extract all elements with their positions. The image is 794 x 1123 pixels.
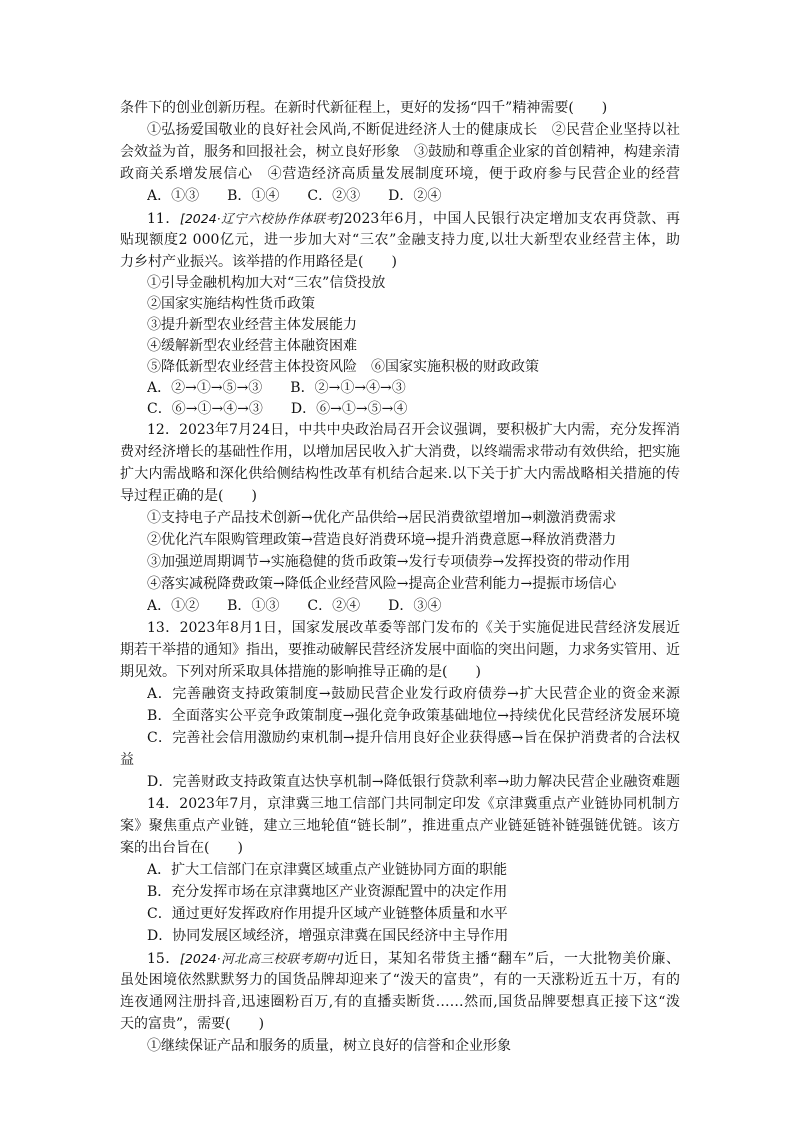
q12-item: ②优化汽车限购管理政策→营造良好消费环境→提升消费意愿→释放消费潜力 bbox=[147, 532, 617, 548]
q15-stem-line bbox=[147, 948, 680, 969]
q12-stem-line: 12．2023年7月24日，中共中央政治局召开会议强调，要积极扩大内需，充分发挥消 bbox=[147, 422, 680, 438]
q15-stem-text: 近日，某知名带货主播“翻车”后，一大批物美价廉、 bbox=[343, 951, 680, 967]
q14-option-a: A．扩大工信部门在京津冀区域重点产业链协同方面的职能 bbox=[147, 862, 508, 878]
q11-stem-line bbox=[147, 208, 680, 229]
q13-option-c-cont: 益 bbox=[120, 752, 134, 768]
q15-stem-line: 连夜通网注册抖音,迅速圈粉百万,有的直播卖断货……然而,国货品牌要想真正接下这“泼 bbox=[120, 994, 680, 1010]
q11-item: ②国家实施结构性货币政策 bbox=[147, 296, 315, 312]
q13-option-d: D．完善财政支持政策直达快享机制→降低银行贷款利率→助力解决民营企业融资难题 bbox=[147, 774, 680, 790]
q11-stem-line: 贴现额度2 000亿元，进一步加大对“三农”金融支持力度,以壮大新型农业经营主体，助 bbox=[120, 232, 680, 248]
q12-item: ①支持电子产品技术创新→优化产品供给→居民消费欲望增加→刺激消费需求 bbox=[147, 510, 617, 526]
q10-option-line: 会效益为首，服务和回报社会，树立良好形象 ③鼓励和尊重企业家的首创精神，构建亲清 bbox=[120, 144, 680, 160]
q11-number: 11． bbox=[147, 211, 180, 227]
q11-item: ①引导金融机构加大对“三农”信贷投放 bbox=[147, 275, 386, 291]
q11-item: ③提升新型农业经营主体发展能力 bbox=[147, 317, 357, 333]
q13-stem-line: 期若干举措的通知》指出，要推动破解民营经济发展中面临的突出问题，力求务实管用、近 bbox=[120, 642, 680, 658]
q15-stem-line: 天的富贵”，需要( ) bbox=[120, 1016, 265, 1032]
q11-source-tag: [2024·辽宁六校协作体联考] bbox=[179, 211, 344, 226]
q11-item: ⑤降低新型农业经营主体投资风险 ⑥国家实施积极的财政政策 bbox=[147, 359, 539, 375]
q14-option-c: C．通过更好发挥政府作用提升区域产业链整体质量和水平 bbox=[147, 906, 508, 922]
q14-option-d: D．协同发展区域经济，增强京津冀在国民经济中主导作用 bbox=[147, 928, 509, 944]
q10-choices: A．①③ B．①④ C．②③ D．②④ bbox=[147, 188, 442, 204]
q11-choices: A．②→①→⑤→③ B．②→①→④→③ bbox=[147, 380, 406, 396]
q11-item: ④缓解新型农业经营主体融资困难 bbox=[147, 338, 357, 354]
q14-stem-line: 14．2023年7月，京津冀三地工信部门共同制定印发《京津冀重点产业链协同机制方 bbox=[147, 796, 680, 812]
q12-item: ④落实减税降费政策→降低企业经营风险→提高企业营利能力→提振市场信心 bbox=[147, 576, 617, 592]
q12-item: ③加强逆周期调节→实施稳健的货币政策→发行专项债券→发挥投资的带动作用 bbox=[147, 554, 631, 570]
q10-option-line: 政商关系增发展信心 ④营造经济高质量发展制度环境，便于政府参与民营企业的经营 bbox=[120, 166, 680, 182]
q13-option-c: C．完善社会信用激励约束机制→提升信用良好企业获得感→旨在保护消费者的合法权 bbox=[147, 730, 680, 746]
q15-item: ①继续保证产品和服务的质量，树立良好的信誉和企业形象 bbox=[147, 1038, 511, 1054]
q14-stem-line: 案的出台旨在( ) bbox=[120, 840, 243, 856]
q15-stem-line: 虽处困境依然默默努力的国货品牌却迎来了“泼天的富贵”，有的一天涨粉近五十万，有的 bbox=[120, 972, 680, 988]
q12-stem-line: 导过程正确的是( ) bbox=[120, 488, 257, 504]
q12-choices: A．①② B．①③ C．②④ D．③④ bbox=[147, 598, 442, 614]
q11-stem-text: 2023年6月，中国人民银行决定增加支农再贷款、再 bbox=[343, 211, 680, 227]
q13-option-a: A．完善融资支持政策制度→鼓励民营企业发行政府债券→扩大民营企业的资金来源 bbox=[147, 686, 680, 702]
q14-stem-line: 案》聚焦重点产业链，建立三地轮值“链长制”，推进重点产业链延链补链强链优链。该方 bbox=[120, 818, 680, 834]
q13-stem-line: 13．2023年8月1日，国家发展改革委等部门发布的《关于实施促进民营经济发展近 bbox=[147, 620, 680, 636]
q10-option-line: ①弘扬爱国敬业的良好社会风尚,不断促进经济人士的健康成长 ②民营企业坚持以社 bbox=[147, 122, 680, 138]
q12-stem-line: 费对经济增长的基础性作用，以增加居民收入扩大消费，以终端需求带动有效供给，把实施 bbox=[120, 444, 680, 460]
q12-stem-line: 扩大内需战略和深化供给侧结构性改革有机结合起来.以下关于扩大内需战略相关措施的传 bbox=[120, 466, 680, 482]
q10-stem-tail: 条件下的创业创新历程。在新时代新征程上，更好的发扬“四千”精神需要( ) bbox=[120, 100, 608, 116]
q14-option-b: B．充分发挥市场在京津冀地区产业资源配置中的决定作用 bbox=[147, 884, 508, 900]
q15-source-tag: [2024·河北高三校联考期中] bbox=[179, 951, 344, 966]
q13-option-b: B．全面落实公平竞争政策制度→强化竞争政策基础地位→持续优化民营经济发展环境 bbox=[147, 708, 680, 724]
q15-number: 15． bbox=[147, 951, 180, 967]
q11-choices: C．⑥→①→④→③ D．⑥→①→⑤→④ bbox=[147, 401, 408, 417]
q13-stem-line: 期见效。下列对所采取具体措施的影响推导正确的是( ) bbox=[120, 664, 481, 680]
q11-stem-line: 力乡村产业振兴。该举措的作用路径是( ) bbox=[120, 254, 397, 270]
